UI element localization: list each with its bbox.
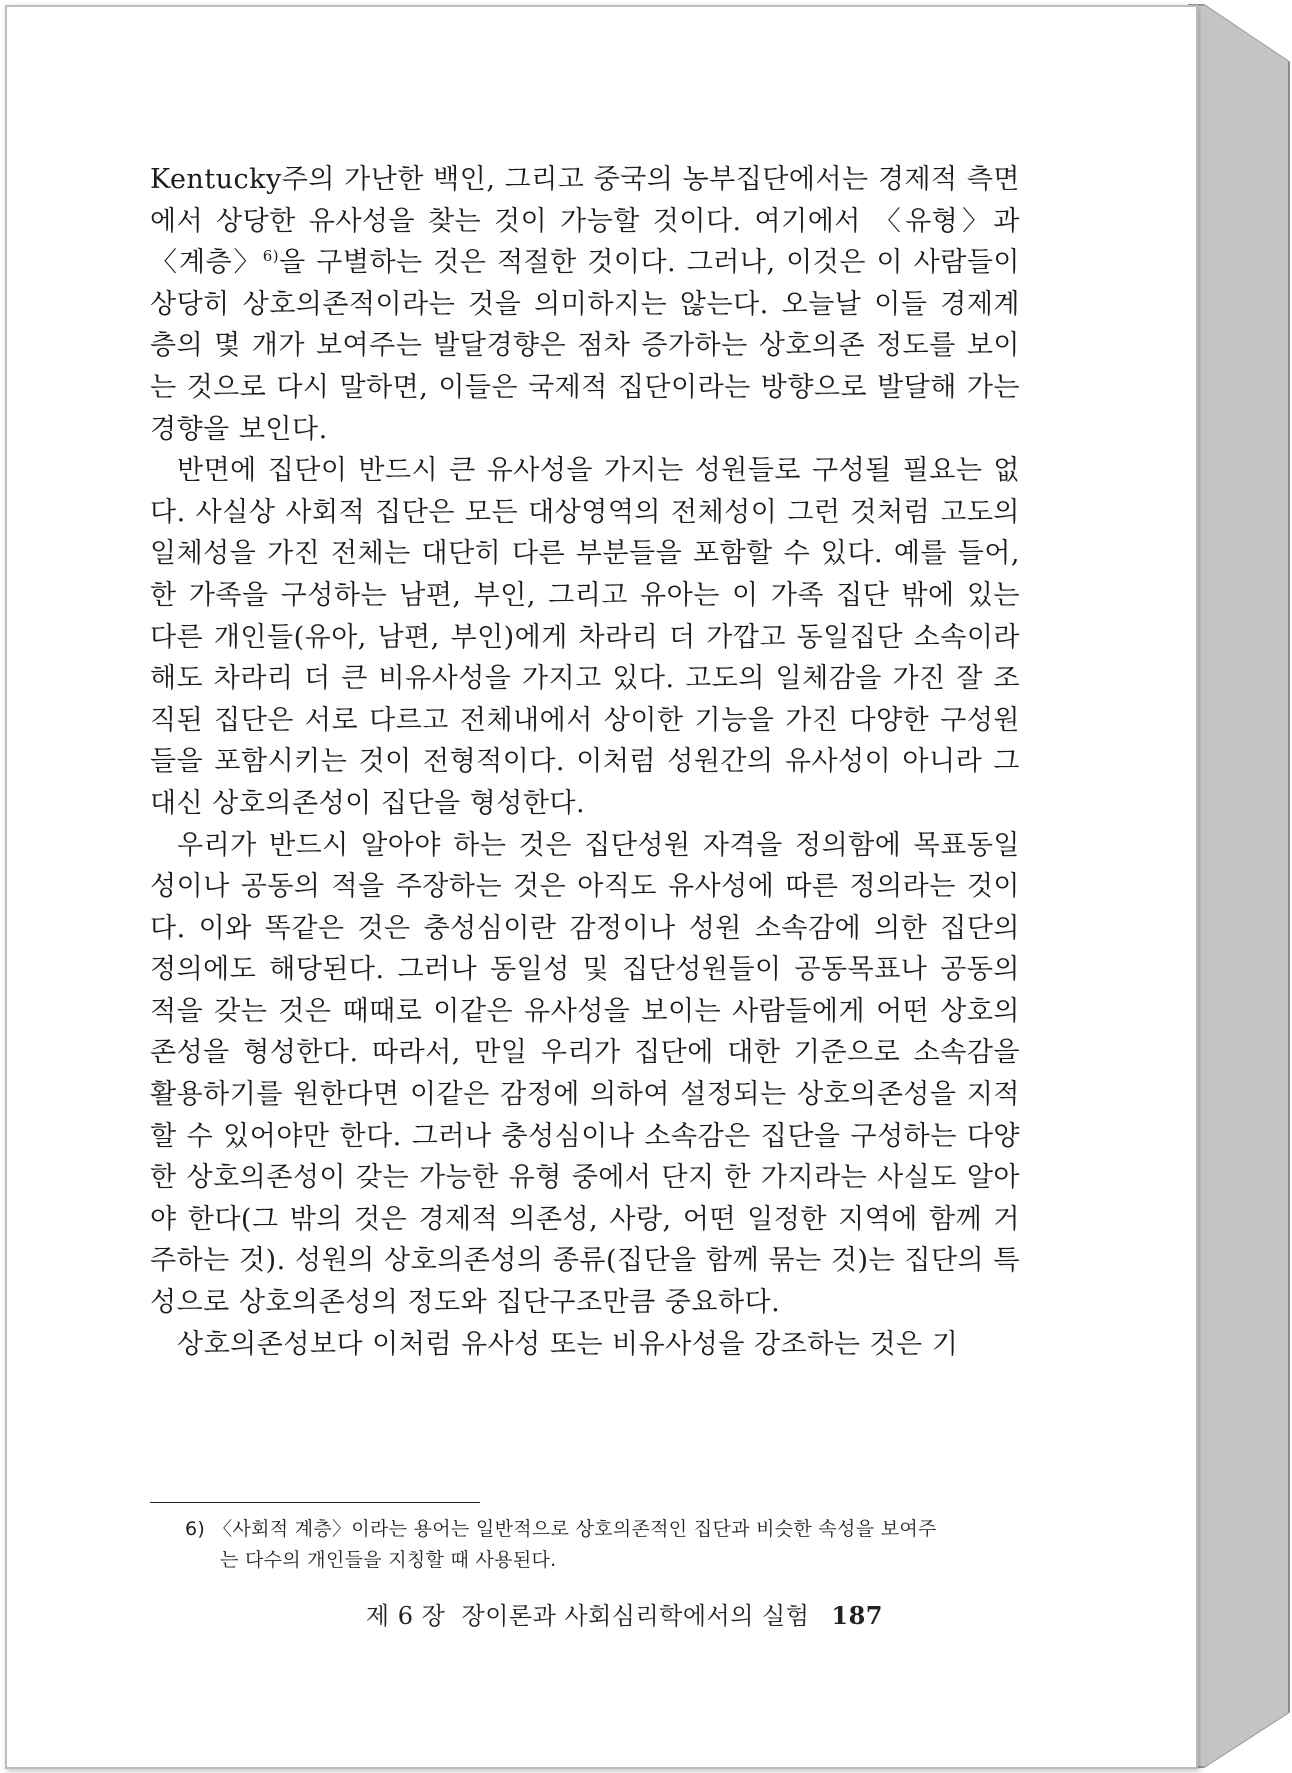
paragraph-1 bbox=[150, 159, 1020, 450]
running-footer bbox=[366, 1596, 883, 1631]
footnote-divider bbox=[150, 1502, 480, 1503]
footnote-line-2: 는 다수의 개인들을 지칭할 때 사용된다. bbox=[220, 1549, 557, 1571]
footnote-marker: 6) bbox=[185, 1518, 206, 1540]
footnote-reference: 6) bbox=[262, 247, 280, 266]
paragraph-1-text-continued: 을 구별하는 것은 적절한 것이다. 그러나, 이것은 이 사람들이 상당히 상호의존적이라는 것을 의미하지는 않는다. 오늘날 이들 경제계층의 몇 개가 보여주는 발달경향은 점차 증가하는 상호의존 정도를 보이는 것으로 다시 말하면, 이들은 국제적 집단이라는 방향으로 발달해 가는 경향을 보인다. bbox=[150, 247, 1020, 445]
paragraph-3: 우리가 반드시 알아야 하는 것은 집단성원 자격을 정의함에 목표동일성이나 공동의 적을 주장하는 것은 아직도 유사성에 따른 정의라는 것이다. 이와 똑같은 것은 충성심이란 감정이나 성원 소속감에 의한 집단의 정의에도 해당된다. 그러나 동일성 및 집단성원들이 공동목표나 공동의 적을 갖는 것은 때때로 이같은 유사성을 보이는 사람들에게 어떤 상호의존성을 형성한다. 따라서, 만일 우리가 집단에 대한 기준으로 소속감을 활용하기를 원한다면 이같은 감정에 의하여 설정되는 상호의존성을 지적할 수 있어야만 한다. 그러나 충성심이나 소속감은 집단을 구성하는 다양한 상호의존성이 갖는 가능한 유형 중에서 단지 한 가지라는 사실도 알아야 한다(그 밖의 것은 경제적 의존성, 사랑, 어떤 일정한 지역에 함께 거주하는 것). 성원의 상호의존성의 종류(집단을 함께 묶는 것)는 집단의 특성으로 상호의존성의 정도와 집단구조만큼 중요하다. bbox=[150, 829, 1020, 1319]
book-page bbox=[5, 5, 1198, 1769]
paragraph-2: 반면에 집단이 반드시 큰 유사성을 가지는 성원들로 구성될 필요는 없다. 사실상 사회적 집단은 모든 대상영역의 전체성이 그런 것처럼 고도의 일체성을 가진 전체는 대단히 다른 부분들을 포함할 수 있다. 예를 들어, 한 가족을 구성하는 남편, 부인, 그리고 유아는 이 가족 집단 밖에 있는 다른 개인들(유아, 남편, 부인)에게 차라리 더 가깝고 동일집단 소속이라 해도 차라리 더 큰 비유사성을 가지고 있다. 고도의 일체감을 가진 잘 조직된 집단은 서로 다르고 전체내에서 상이한 기능을 가진 다양한 구성원들을 포함시키는 것이 전형적이다. 이처럼 성원간의 유사성이 아니라 그 대신 상호의존성이 집단을 형성한다. bbox=[150, 455, 1020, 819]
book-spine bbox=[1188, 0, 1292, 1773]
paragraph-4: 상호의존성보다 이처럼 유사성 또는 비유사성을 강조하는 것은 기 bbox=[177, 1328, 959, 1360]
page-number: 187 bbox=[831, 1601, 883, 1630]
paragraph-1-text: Kentucky주의 가난한 백인, 그리고 중국의 농부집단에서는 경제적 측면에서 상당한 유사성을 찾는 것이 가능할 것이다. 여기에서 〈유형〉과 〈계층〉 bbox=[150, 164, 1020, 279]
footnote bbox=[185, 1514, 1020, 1576]
chapter-title: 제 6 장 장이론과 사회심리학에서의 실험 bbox=[365, 1602, 810, 1630]
footnote-line-1: 〈사회적 계층〉이라는 용어는 일반적으로 상호의존적인 집단과 비슷한 속성을 보여주 bbox=[213, 1518, 937, 1540]
body-text bbox=[150, 159, 1020, 1365]
spine-shade bbox=[1204, 5, 1289, 1767]
